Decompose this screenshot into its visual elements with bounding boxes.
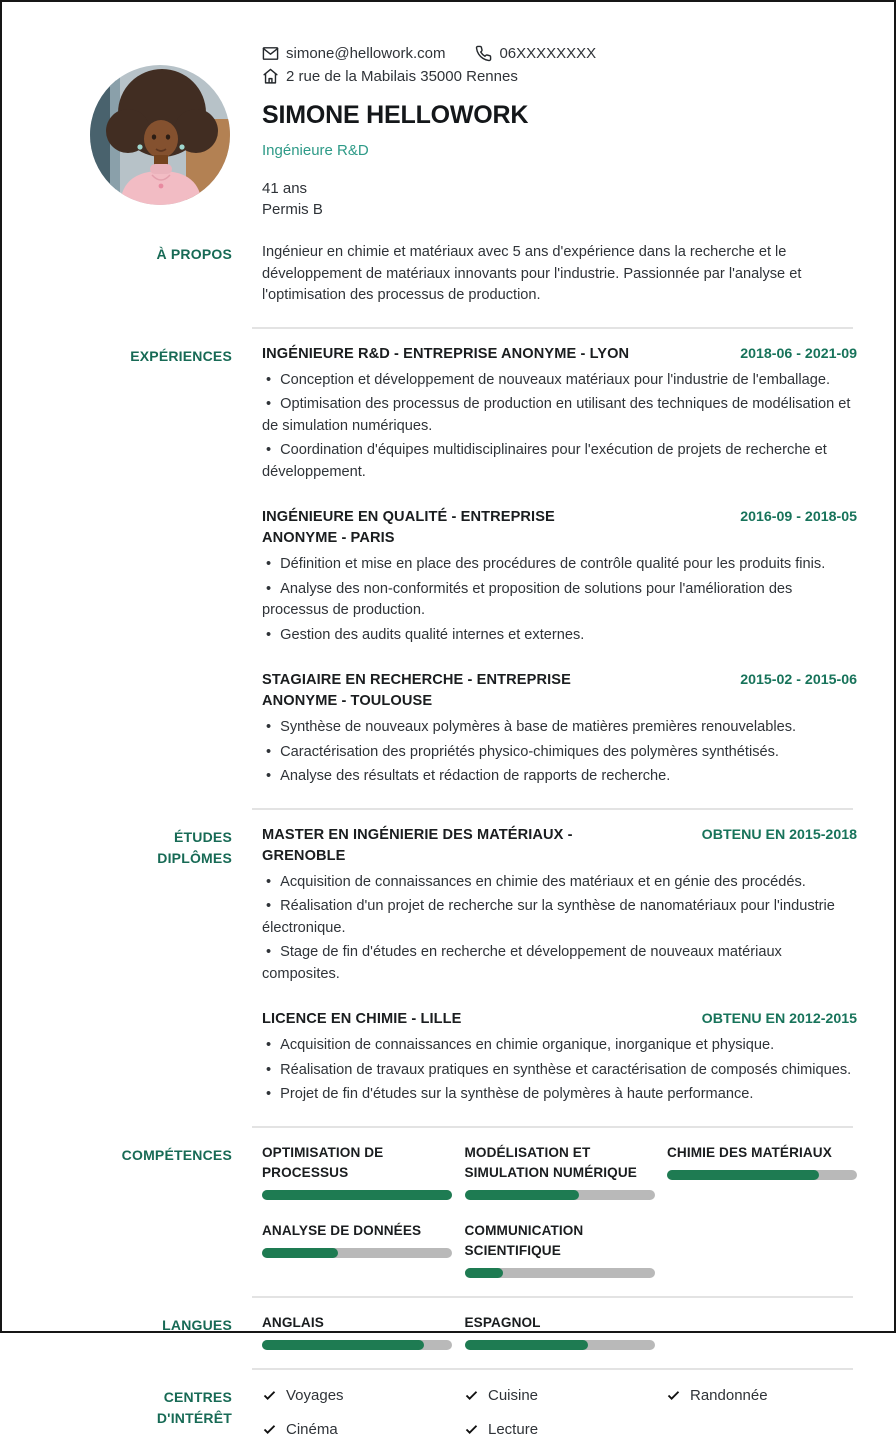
- interest-item: [464, 1385, 666, 1406]
- contact-email: [262, 45, 445, 62]
- bullet-item: • Réalisation d'un projet de recherche sur la synthèse de nanomatériaux pour l'industrie électronique.: [262, 898, 835, 936]
- experience-title: INGÉNIEURE EN QUALITÉ - ENTREPRISE ANONYME - PARIS: [262, 509, 555, 546]
- bullet-item: • Stage de fin d'études en recherche et développement de nouveaux matériaux composites.: [262, 944, 782, 982]
- interests-grid: [262, 1385, 857, 1440]
- experience-date: 2016-09 - 2018-05: [740, 509, 857, 525]
- experience-item: [262, 344, 857, 484]
- skill-item: [465, 1221, 655, 1278]
- education-bullets: [262, 1035, 857, 1106]
- education-item: [262, 825, 857, 986]
- bullet-item: • Définition et mise en place des procédures de contrôle qualité pour les produits finis.: [266, 556, 826, 572]
- interest-item: [262, 1385, 464, 1406]
- experience-item: [262, 507, 857, 646]
- interest-label: Cuisine: [488, 1386, 539, 1404]
- bullet-dot: •: [266, 743, 272, 760]
- phone-icon: [475, 45, 492, 62]
- section-skills: [2, 1128, 894, 1278]
- check-icon: [464, 1422, 479, 1437]
- candidate-meta: [262, 178, 894, 220]
- bullet-dot: •: [266, 1061, 272, 1078]
- language-bar-fill: [262, 1340, 424, 1350]
- bullet-dot: •: [266, 442, 272, 458]
- check-icon: [464, 1388, 479, 1403]
- bullet-item: • Caractérisation des propriétés physico-chimiques des polymères synthétisés.: [266, 743, 779, 760]
- interest-label: Cinéma: [286, 1420, 338, 1438]
- contact-row-1: [262, 42, 894, 65]
- languages-grid: [262, 1313, 857, 1350]
- language-bar: [262, 1340, 452, 1350]
- section-languages: [2, 1298, 894, 1350]
- bullet-dot: •: [266, 873, 272, 890]
- bullet-item: • Acquisition de connaissances en chimie des matériaux et en génie des procédés.: [266, 873, 806, 890]
- section-about: [2, 227, 894, 307]
- skill-bar: [667, 1170, 857, 1180]
- bullet-item: • Analyse des non-conformités et proposition de solutions pour l'amélioration des processus de production.: [262, 580, 793, 618]
- bullet-item: • Analyse des résultats et rédaction de rapports de recherche.: [266, 768, 671, 784]
- bullet-item: • Conception et développement de nouveaux matériaux pour l'industrie de l'emballage.: [266, 371, 831, 388]
- experience-title: STAGIAIRE EN RECHERCHE - ENTREPRISE ANONYME - TOULOUSE: [262, 672, 571, 709]
- language-item: [465, 1313, 655, 1350]
- check-icon: [262, 1388, 277, 1403]
- contact-address: [262, 68, 518, 85]
- experience-bullets: [262, 554, 857, 646]
- bullet-dot: •: [266, 580, 272, 597]
- experience-bullets: [262, 370, 857, 484]
- candidate-role: Ingénieure R&D: [262, 142, 369, 159]
- education-item: [262, 1009, 857, 1106]
- bullet-item: • Synthèse de nouveaux polymères à base de matières premières renouvelables.: [266, 719, 797, 735]
- interest-label: Voyages: [286, 1386, 344, 1404]
- bullet-item: • Réalisation de travaux pratiques en synthèse et caractérisation de composés chimiques.: [266, 1061, 852, 1078]
- bullet-dot: •: [266, 371, 272, 388]
- skill-bar-fill: [262, 1248, 338, 1258]
- home-icon: [262, 68, 279, 85]
- section-experiences-label: EXPÉRIENCES: [130, 347, 232, 364]
- language-name: ESPAGNOL: [464, 1314, 541, 1330]
- education-date: OBTENU EN 2015-2018: [701, 826, 857, 843]
- language-bar: [465, 1340, 655, 1350]
- bullet-dot: •: [266, 944, 272, 960]
- skills-grid: [262, 1143, 857, 1278]
- experience-date: 2018-06 - 2021-09: [740, 345, 857, 362]
- skill-bar: [465, 1268, 655, 1278]
- bullet-dot: •: [266, 556, 272, 572]
- section-interests-label: CENTRES D'INTÉRÊT: [156, 1388, 232, 1426]
- bullet-dot: •: [266, 898, 272, 914]
- profile-photo: [90, 65, 230, 205]
- section-skills-label: COMPÉTENCES: [121, 1146, 232, 1163]
- skill-item: [262, 1143, 452, 1200]
- interest-label: Randonnée: [690, 1386, 768, 1404]
- skill-bar: [262, 1190, 452, 1200]
- skill-name: OPTIMISATION DE PROCESSUS: [262, 1144, 384, 1180]
- skill-name: MODÉLISATION ET SIMULATION NUMÉRIQUE: [464, 1144, 637, 1180]
- experience-item: [262, 670, 857, 788]
- header-info: [262, 2, 894, 220]
- skill-name: ANALYSE DE DONNÉES: [262, 1222, 422, 1238]
- bullet-item: • Optimisation des processus de production en utilisant des techniques de modélisation et de simulation numériques.: [262, 396, 851, 434]
- skill-bar: [465, 1190, 655, 1200]
- email-text: simone@hellowork.com: [286, 45, 446, 62]
- cv-header: [2, 2, 894, 227]
- skill-name: COMMUNICATION SCIENTIFIQUE: [464, 1222, 584, 1258]
- about-text: Ingénieur en chimie et matériaux avec 5 ans d'expérience dans la recherche et le développement de matériaux innovants pour l'industrie. Passionnée par l'analyse et l'optimisation des processus de production.: [262, 244, 802, 303]
- skill-bar-fill: [465, 1268, 503, 1278]
- experience-title: INGÉNIEURE R&D - ENTREPRISE ANONYME - LYON: [262, 345, 630, 362]
- check-icon: [262, 1422, 277, 1437]
- bullet-item: • Coordination d'équipes multidisciplinaires pour l'exécution de projets de recherche et développement.: [262, 442, 827, 480]
- section-education: [2, 810, 894, 1106]
- education-title: MASTER EN INGÉNIERIE DES MATÉRIAUX - GRENOBLE: [262, 826, 573, 864]
- language-name: ANGLAIS: [262, 1314, 324, 1330]
- bullet-dot: •: [266, 768, 272, 784]
- candidate-age: 41 ans: [262, 180, 308, 197]
- bullet-dot: •: [266, 1037, 272, 1053]
- skill-bar-fill: [262, 1190, 452, 1200]
- skill-bar-fill: [465, 1190, 579, 1200]
- bullet-dot: •: [266, 396, 272, 412]
- education-title: LICENCE EN CHIMIE - LILLE: [262, 1011, 462, 1027]
- section-languages-label: LANGUES: [162, 1316, 232, 1333]
- check-icon: [666, 1388, 681, 1403]
- experience-bullets: [262, 717, 857, 788]
- interest-item: [464, 1419, 666, 1440]
- education-bullets: [262, 872, 857, 986]
- language-item: [262, 1313, 452, 1350]
- skill-item: [465, 1143, 655, 1200]
- phone-text: 06XXXXXXXX: [499, 45, 597, 62]
- contact-phone: [475, 45, 596, 62]
- skill-item: [667, 1143, 857, 1200]
- bullet-item: • Projet de fin d'études sur la synthèse de polymères à haute performance.: [266, 1086, 754, 1102]
- skill-bar: [262, 1248, 452, 1258]
- contact-row-2: [262, 65, 894, 88]
- interest-item: [262, 1419, 464, 1440]
- interest-item: [666, 1385, 857, 1406]
- language-bar-fill: [465, 1340, 589, 1350]
- section-experiences: [2, 329, 894, 788]
- section-education-label: ÉTUDES DIPLÔMES: [157, 828, 232, 866]
- address-text: 2 rue de la Mabilais 35000 Rennes: [286, 68, 518, 85]
- skill-bar-fill: [667, 1170, 819, 1180]
- interest-label: Lecture: [488, 1420, 539, 1438]
- bullet-dot: •: [266, 626, 272, 643]
- bullet-item: • Acquisition de connaissances en chimie organique, inorganique et physique.: [266, 1037, 775, 1053]
- bullet-dot: •: [266, 719, 272, 735]
- email-icon: [262, 45, 279, 62]
- section-interests: [2, 1370, 894, 1440]
- bullet-item: • Gestion des audits qualité internes et externes.: [266, 626, 585, 643]
- skill-item: [262, 1221, 452, 1278]
- bullet-dot: •: [266, 1086, 272, 1102]
- candidate-permit: Permis B: [262, 201, 323, 218]
- profile-photo-illustration: [90, 65, 230, 205]
- section-about-label: À PROPOS: [156, 246, 232, 262]
- experience-date: 2015-02 - 2015-06: [740, 672, 857, 688]
- education-date: OBTENU EN 2012-2015: [701, 1011, 857, 1027]
- candidate-name: SIMONE HELLOWORK: [262, 101, 529, 129]
- skill-name: CHIMIE DES MATÉRIAUX: [667, 1144, 832, 1160]
